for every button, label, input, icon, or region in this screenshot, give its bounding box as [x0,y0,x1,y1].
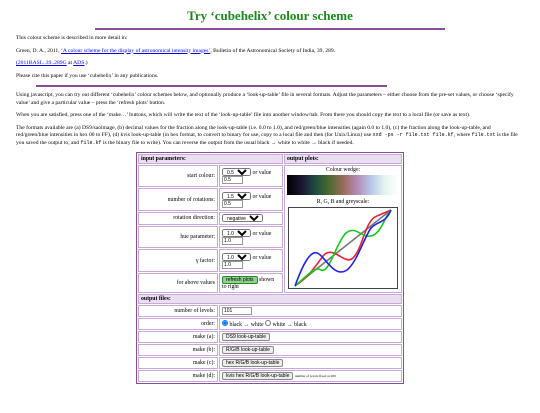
instructions-p3c: is the file you saved the output to, and [16,132,518,146]
start-colour-select[interactable] [222,168,251,176]
bibcode-link[interactable]: (2011BASI...39..289G [16,60,67,66]
citation-rest: , Bulletin of the Astronomical Society of India, 39, 289. [210,47,336,54]
make-d-cell [219,370,402,382]
cite-note: Please cite this paper if you use ‘cubehelix’ in any publications. [16,72,159,79]
instructions-p2: When you are satisfied, press one of the ‘make…’ buttons, which will write the text of the ‘look-up-table’ file into another window/tab. From there you should copy the text to a local file (or save as text). [16,112,471,118]
rgb-plot [288,207,398,289]
paper-link[interactable]: ‘A colour scheme for the display of astronomical intensity images’ [61,47,211,54]
make-c-cell [219,357,402,369]
levels-label: number of levels: [138,305,218,317]
xxd-command: xxd -ps -r file.txt file.kf [372,132,454,138]
gamma-select[interactable] [222,253,251,261]
instructions-p3 [16,125,524,148]
hue-label: hue parameter: [138,226,218,248]
intro-divider [36,85,387,87]
rotations-label: number of rotations: [138,188,218,210]
levels-input[interactable] [222,307,252,315]
ads-close: .) [84,60,88,66]
or-value-label: or value [252,170,272,177]
start-colour-controls [219,165,283,187]
make-ds9-button[interactable]: DS9 look-up-table [222,333,270,341]
order-bw-label: black → white [229,322,264,328]
gamma-controls [219,249,283,271]
instructions-p3d: is the binary file to write). You can reverse the output from the usual black → white to white → black if needed. [101,139,354,146]
gamma-label: γ factor: [138,249,218,271]
citation [16,48,524,56]
levels-controls [219,305,402,317]
hue-select[interactable] [222,229,251,237]
title-divider [95,28,446,30]
order-bw-radio[interactable] [222,320,228,326]
input-params-header: input parameters: [138,154,283,164]
page [0,8,540,384]
order-label: order: [138,318,218,330]
make-kvis-button[interactable]: kvis hex R/G/B look-up-table [222,372,293,380]
page-title: Try ‘cubehelix’ colour scheme [187,8,353,23]
order-wb-radio[interactable] [265,320,271,326]
citation-authors: Green, D. A., 2011, [16,47,62,54]
ads-at: at [66,60,74,66]
ads-link[interactable]: ADS [73,60,85,66]
rotations-input[interactable] [222,200,243,208]
make-c-label: make (c): [138,357,218,369]
make-b-cell [219,344,402,356]
output-files-header: output files: [138,294,402,304]
direction-label: rotation direction: [138,212,218,225]
rotations-select[interactable] [222,192,251,200]
make-b-label: make (b): [138,344,218,356]
make-rgb-button[interactable]: R/G/B look-up-table [222,346,274,354]
intro-described: This colour scheme is described in more detail in: [16,35,128,41]
file-txt: file.txt [471,132,496,138]
make-hex-rgb-button[interactable]: hex R/G/B look-up-table [222,359,283,367]
instructions-p3a: The formats available are (a) DS9/saoimage, (b) decimal values for the fraction along the look-up-table (i.e. 0.0 to 1.0), and red/green/blue intensities (again 0.0 to 1.0), (c) the fraction along the look-up-table, and red/green/blue intensities in hex 00 to FF), (d) kvis look-up-table (in hex format, to convert to binary for use, copy to a local file and then (for Unix/Linux) use [16,124,491,138]
hue-controls [219,226,283,248]
refresh-plots-button[interactable]: refresh plots [222,276,258,284]
make-a-label: make (a): [138,331,218,343]
start-colour-input[interactable] [222,176,243,184]
shown-right-label: shown to right [222,276,275,290]
output-plots-header: output plots: [284,154,402,164]
ads-line [16,60,524,68]
rgb-plot-label: R, G, B and greyscale: [316,199,370,205]
make-a-cell [219,331,402,343]
make-d-label: make (d): [138,370,218,382]
or-value-label: or value [252,254,272,261]
hue-input[interactable] [222,237,243,245]
or-value-label: or value [252,231,272,238]
instructions-p3b: , where [453,132,472,138]
instructions-p1: Using javascript, you can try out different ‘cubehelix’ colour schemes below, and optionally produce a ‘look-up-table’ file in several formats. Adjust the parameters – either choose from the pre-set values, or choose ‘specify value’ and give a particular value – press the ‘refresh plots’ button. [16,92,514,106]
kvis-levels-note: number of levels fixed at 200 [294,374,336,378]
gamma-input[interactable] [222,261,243,269]
cubehelix-form [136,152,404,384]
direction-controls [219,212,283,225]
direction-select[interactable] [222,214,263,222]
output-plots-cell [284,165,402,293]
order-wb-label: white → black [272,322,307,328]
for-above-label: for above values [138,273,218,293]
rotations-controls [219,188,283,210]
start-colour-label: start colour: [138,165,218,187]
colour-wedge [287,175,399,195]
colour-wedge-label: Colour wedge: [325,167,361,173]
refresh-controls [219,273,283,293]
order-controls [219,318,402,330]
or-value-label: or value [252,193,272,200]
file-kf: file.kf [80,139,102,146]
